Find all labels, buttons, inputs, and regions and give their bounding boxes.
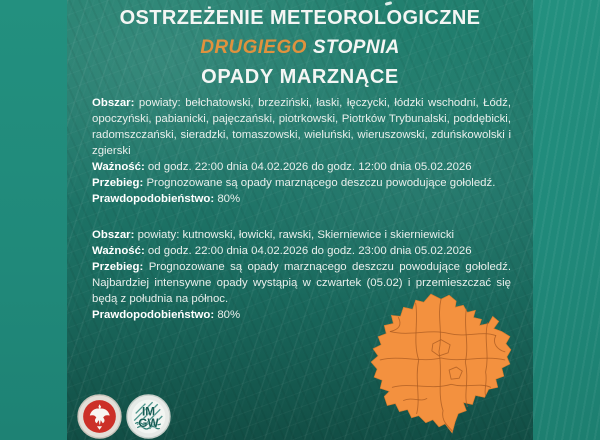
course-label: Przebieg: — [92, 261, 144, 273]
left-frame-band — [0, 0, 67, 440]
chalk-mark — [385, 1, 393, 6]
course-text: Prognozowane są opady marznącego deszczu powodujące gołoledź. Najbardziej intensywne opady wystąpią w czwartek (05.02) i przemieszczać się będą z południa na północ. — [92, 261, 511, 305]
right-frame-band — [533, 0, 600, 440]
warning-type: OPADY MARZNĄCE — [201, 66, 399, 88]
imgw-text-top: IM — [141, 405, 156, 419]
probability-value: 80% — [217, 193, 241, 205]
validity-line — [92, 159, 511, 175]
title-block — [67, 7, 533, 89]
area-line — [92, 227, 511, 243]
logo-row — [77, 394, 171, 439]
validity-text: od godz. 22:00 dnia 04.02.2026 do godz. 23:00 dnia 05.02.2026 — [147, 245, 472, 257]
course-text: Prognozowane są opady marznącego deszczu powodujące gołoledź. — [146, 177, 496, 189]
probability-label: Prawdopodobieństwo: — [92, 309, 215, 321]
course-label: Przebieg: — [92, 177, 144, 189]
validity-label: Ważność: — [92, 245, 145, 257]
imgw-text-bottom: GW — [138, 417, 159, 431]
area-text: powiaty: bełchatowski, brzeziński, łaski, łęczycki, łódzki wschodni, Łódź, opoczyński, pabianicki, pajęczański, piotrkowski, Piotrków Trybunalski, poddębicki, radomszczański, sieradzki, tomaszowski, wieluński, wieruszowski, zduńskowolski i zgierski — [92, 97, 511, 157]
chalkboard-background — [67, 0, 533, 440]
validity-text: od godz. 22:00 dnia 04.02.2026 do godz. 12:00 dnia 05.02.2026 — [147, 161, 472, 173]
warning-title: OSTRZEŻENIE METEOROLOGICZNE — [119, 7, 481, 29]
map-svg — [370, 291, 512, 437]
probability-value: 80% — [217, 309, 241, 321]
probability-line — [92, 191, 511, 207]
course-line — [92, 175, 511, 191]
validity-label: Ważność: — [92, 161, 145, 173]
area-label: Obszar: — [92, 97, 135, 109]
area-label: Obszar: — [92, 229, 135, 241]
polish-eagle-logo — [77, 394, 122, 439]
warning-level-word: STOPNIA — [312, 37, 400, 58]
lodz-voivodeship-map — [370, 291, 512, 437]
area-text: powiaty: kutnowski, łowicki, rawski, Skierniewice i skierniewicki — [137, 229, 455, 241]
warning-level — [67, 37, 533, 59]
area-line — [92, 95, 511, 159]
warning-level-degree: DRUGIEGO — [200, 37, 307, 58]
voivodeship-outline — [371, 294, 511, 433]
imgw-logo — [126, 394, 171, 439]
probability-label: Prawdopodobieństwo: — [92, 193, 215, 205]
warning-block-1 — [92, 95, 511, 207]
validity-line — [92, 243, 511, 259]
